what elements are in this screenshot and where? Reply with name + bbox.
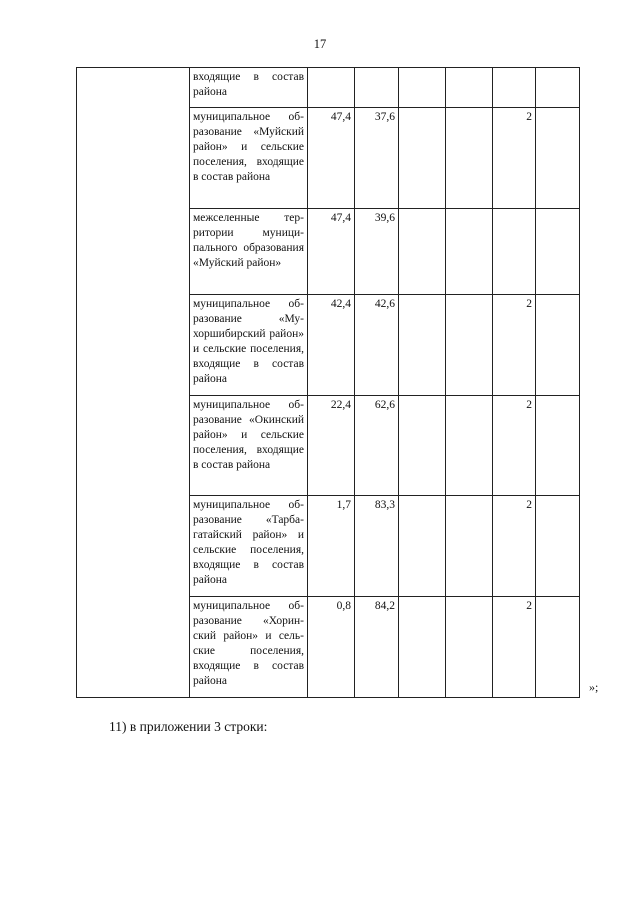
value-cell-5	[493, 68, 536, 108]
value-cell-6	[536, 209, 580, 295]
value-cell-6	[536, 396, 580, 496]
row-description: межселенные территории муниципального образования «Муйский район»	[190, 209, 308, 295]
value-cell-2: 37,6	[355, 108, 399, 209]
page-number: 17	[313, 37, 327, 51]
row-description: муниципальное образование «Тарбагатайский район» и сельские поселения, входящие в состав района	[190, 496, 308, 597]
value-cell-5: 2	[493, 496, 536, 597]
value-cell-3	[399, 209, 446, 295]
value-cell-1: 22,4	[308, 396, 355, 496]
value-cell-5: 2	[493, 295, 536, 396]
closing-quote-mark: »;	[589, 680, 599, 694]
value-cell-6	[536, 295, 580, 396]
value-cell-2: 42,6	[355, 295, 399, 396]
row-description: муниципальное образование «Мухоршибирский район» и сельские поселения, входящие в состав района	[190, 295, 308, 396]
value-cell-2: 84,2	[355, 597, 399, 698]
value-cell-1	[308, 68, 355, 108]
value-cell-2: 39,6	[355, 209, 399, 295]
value-cell-5	[493, 209, 536, 295]
value-cell-3	[399, 496, 446, 597]
value-cell-2: 83,3	[355, 496, 399, 597]
value-cell-3	[399, 597, 446, 698]
row-description: муниципальное образование «Муйский район» и сельские поселения, входящие в состав района	[190, 108, 308, 209]
value-cell-3	[399, 396, 446, 496]
value-cell-6	[536, 68, 580, 108]
row-description: муниципальное образование «Окинский район» и сельские поселения, входящие в состав района	[190, 396, 308, 496]
value-cell-6	[536, 597, 580, 698]
value-cell-1: 1,7	[308, 496, 355, 597]
value-cell-3	[399, 68, 446, 108]
merged-left-cell	[77, 68, 190, 698]
value-cell-4	[446, 68, 493, 108]
value-cell-4	[446, 597, 493, 698]
value-cell-1: 47,4	[308, 108, 355, 209]
value-cell-5: 2	[493, 108, 536, 209]
value-cell-1: 47,4	[308, 209, 355, 295]
row-description: входящие в состав района	[190, 68, 308, 108]
value-cell-1: 42,4	[308, 295, 355, 396]
value-cell-6	[536, 108, 580, 209]
value-cell-2: 62,6	[355, 396, 399, 496]
value-cell-2	[355, 68, 399, 108]
value-cell-1: 0,8	[308, 597, 355, 698]
value-cell-4	[446, 295, 493, 396]
list-item-text: 11) в приложении 3 строки:	[109, 719, 268, 734]
value-cell-4	[446, 396, 493, 496]
value-cell-6	[536, 496, 580, 597]
value-cell-4	[446, 209, 493, 295]
table-row	[77, 68, 580, 108]
data-table	[76, 67, 580, 698]
row-description: муниципальное образование «Хоринский район» и сельские поселения, входящие в состав района	[190, 597, 308, 698]
value-cell-4	[446, 496, 493, 597]
value-cell-5: 2	[493, 597, 536, 698]
value-cell-4	[446, 108, 493, 209]
value-cell-5: 2	[493, 396, 536, 496]
value-cell-3	[399, 295, 446, 396]
value-cell-3	[399, 108, 446, 209]
